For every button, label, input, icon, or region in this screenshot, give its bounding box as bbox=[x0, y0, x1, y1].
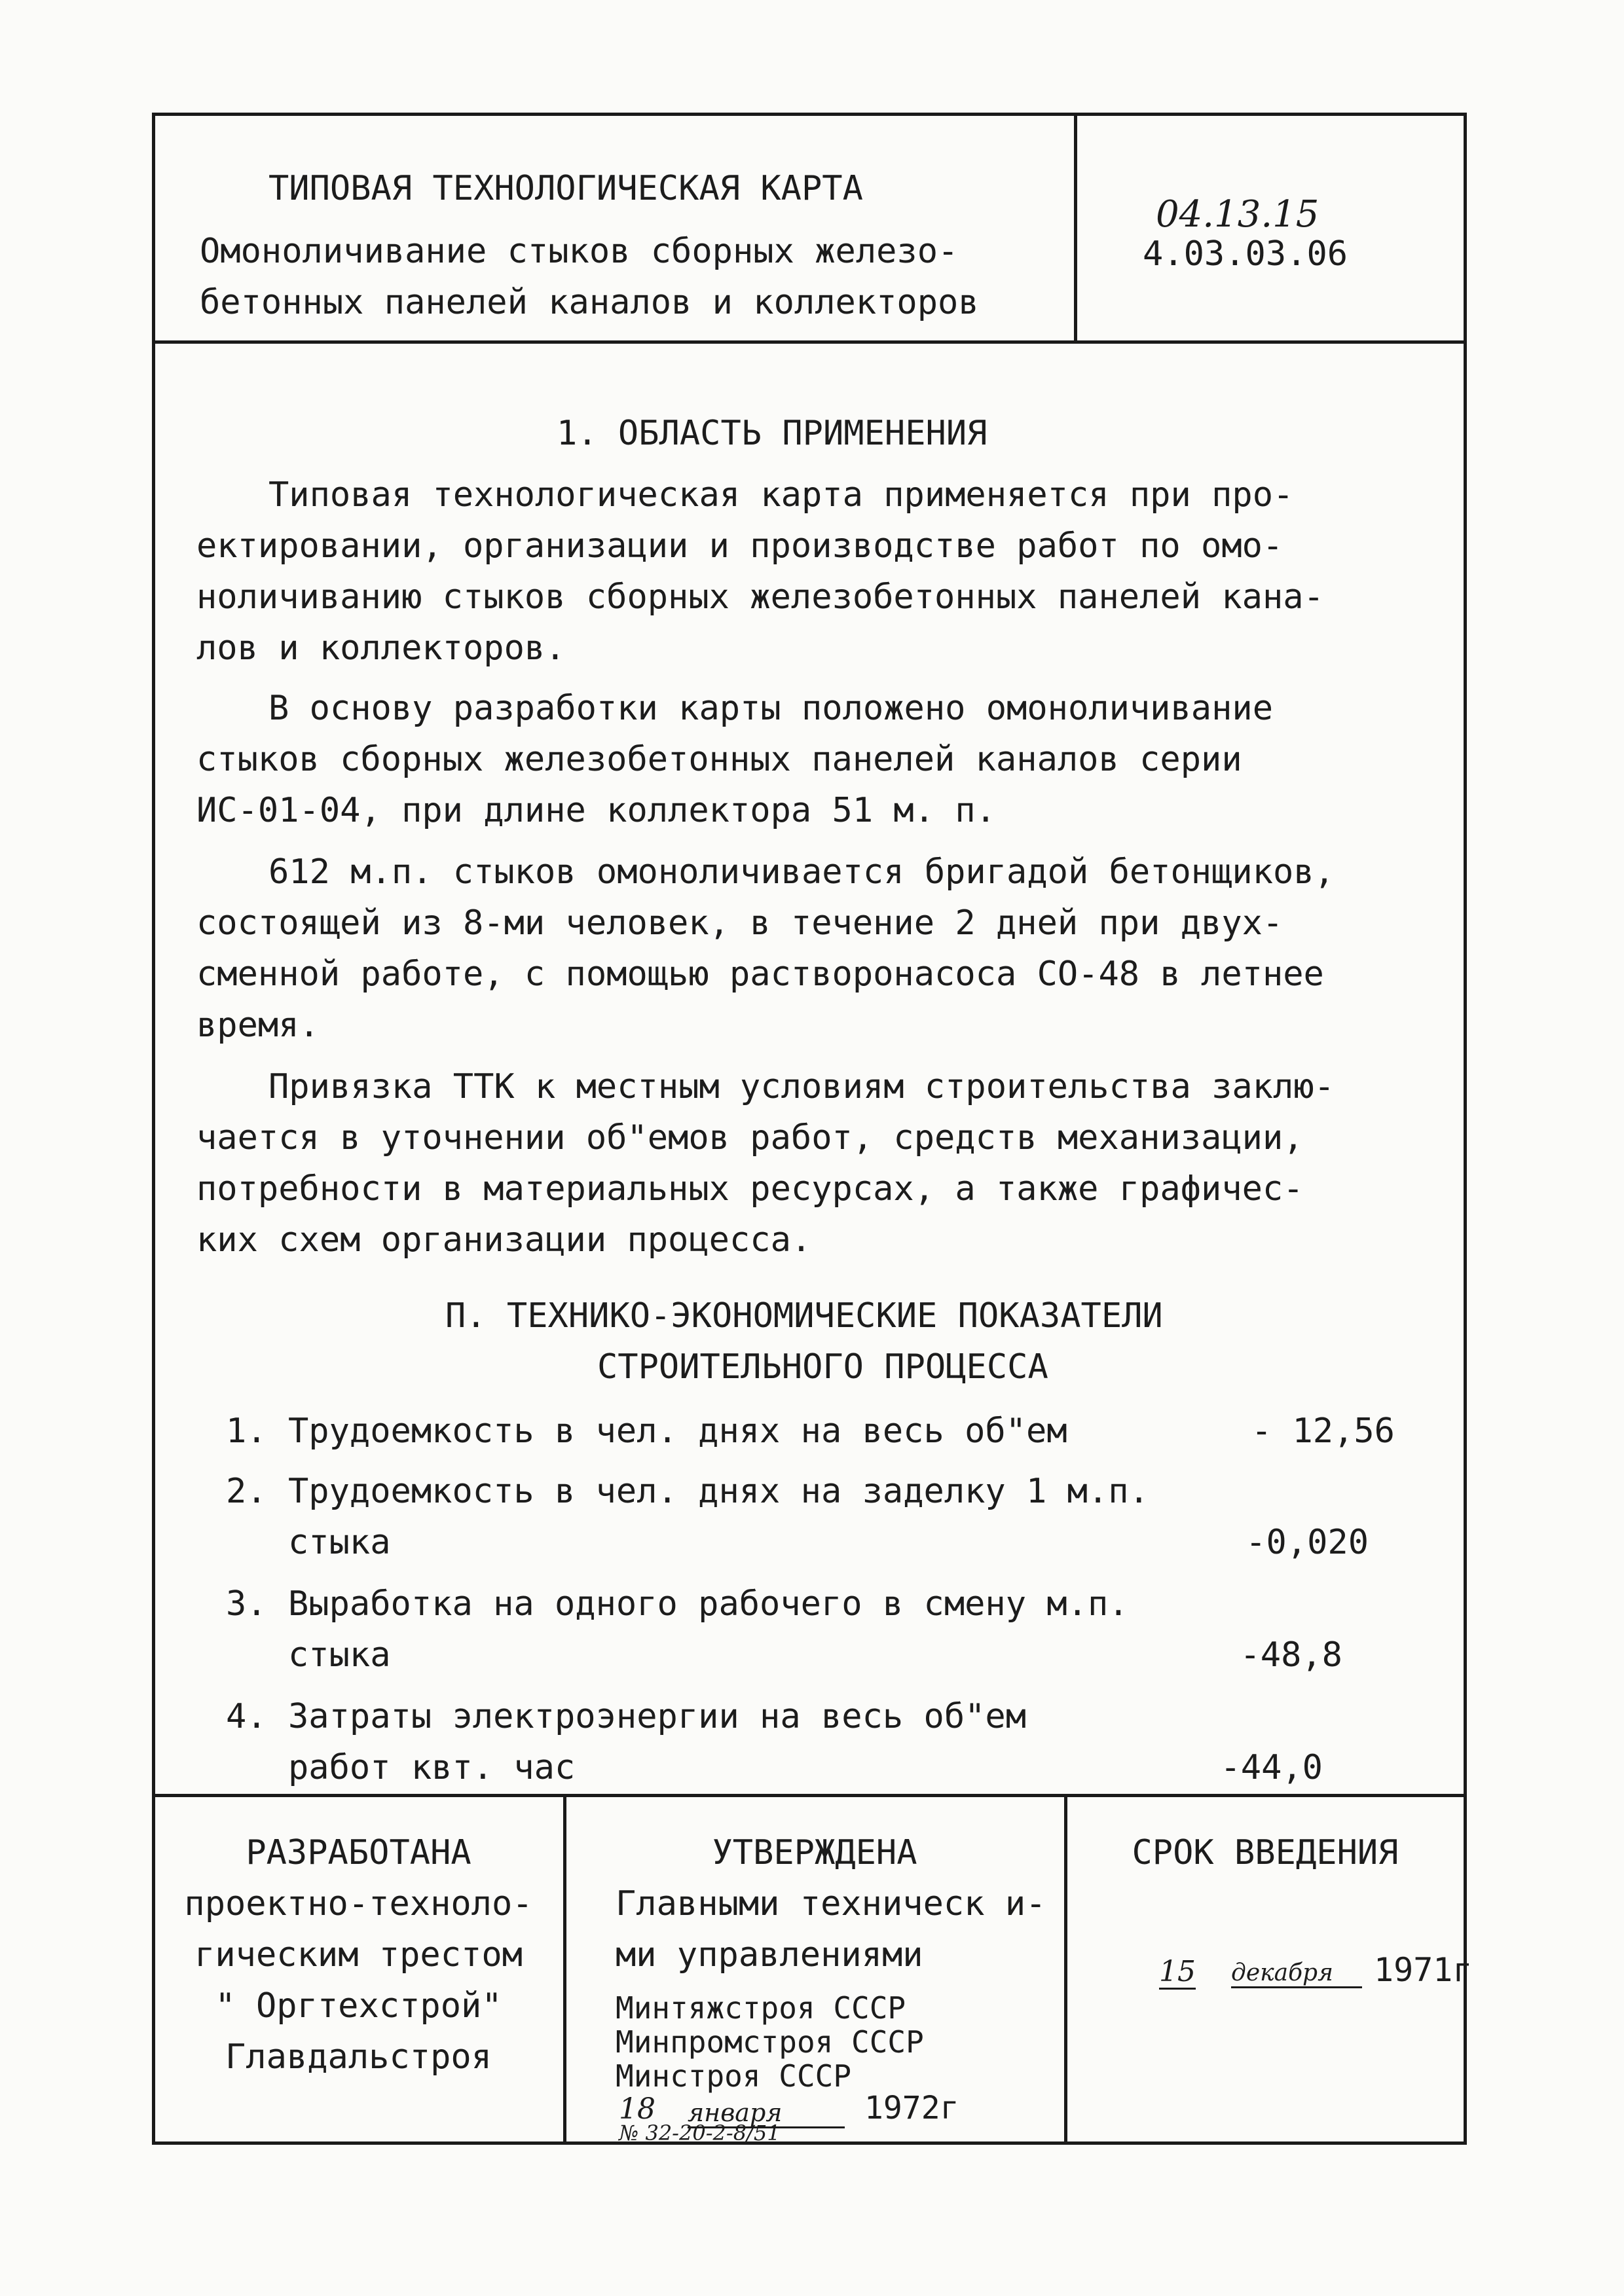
developed-line2: гическим трестом bbox=[194, 1935, 523, 1975]
section1-p3-line3: сменной работе, с помощью растворонасоса СО-48 в летнее bbox=[196, 955, 1324, 994]
doc-code-typed: 4.03.03.06 bbox=[1143, 234, 1348, 274]
header-divider bbox=[1074, 113, 1077, 343]
approved-stamp-line3: Минстроя СССР bbox=[616, 2058, 852, 2094]
approved-line1: Главными техническ и- bbox=[616, 1884, 1046, 1923]
indicator-4-text: Затраты электроэнергии на весь об"ем bbox=[288, 1697, 1027, 1736]
section1-p2-line3: ИС-01-04, при длине коллектора 51 м. п. bbox=[196, 791, 996, 830]
section1-p2-line1: В основу разработки карты положено омоноличивание bbox=[268, 689, 1274, 728]
section1-p1-line1: Типовая технологическая карта применяется при про- bbox=[268, 475, 1294, 515]
indicator-2-value: -0,020 bbox=[1246, 1523, 1369, 1562]
footer-divider-2 bbox=[1064, 1794, 1067, 2145]
indicator-1-value: - 12,56 bbox=[1251, 1412, 1395, 1451]
footer-top-rule bbox=[152, 1794, 1467, 1797]
section2-heading-line2: СТРОИТЕЛЬНОГО ПРОЦЕССА bbox=[597, 1347, 1048, 1387]
section1-p4-line1: Привязка ТТК к местным условиям строительства заклю- bbox=[268, 1067, 1335, 1106]
developed-heading: РАЗРАБОТАНА bbox=[246, 1833, 471, 1872]
section1-p2-line2: стыков сборных железобетонных панелей каналов серии bbox=[196, 740, 1242, 779]
section1-p1-line4: лов и коллекторов. bbox=[196, 629, 566, 668]
approved-date-month: января bbox=[688, 2100, 845, 2128]
indicator-2-number: 2. bbox=[226, 1472, 267, 1511]
developed-line3: " Оргтехстрой" bbox=[215, 1986, 502, 2026]
developed-line4: Главдальстроя bbox=[225, 2037, 492, 2077]
indicator-2-text: Трудоемкость в чел. днях на заделку 1 м.п. bbox=[288, 1472, 1149, 1511]
indicator-3-number: 3. bbox=[226, 1584, 267, 1624]
section1-p1-line2: ектировании, организации и производстве работ по омо- bbox=[196, 526, 1283, 566]
approved-date-year: 1972г bbox=[864, 2090, 959, 2126]
approved-date-day: 18 bbox=[619, 2092, 655, 2126]
approved-stamp-line1: Минтяжстроя СССР bbox=[616, 1990, 906, 2026]
approved-stamp-line2: Минпромстроя СССР bbox=[616, 2024, 924, 2060]
indicator-3-text: Выработка на одного рабочего в смену м.п. bbox=[288, 1584, 1129, 1624]
section1-heading: 1. ОБЛАСТЬ ПРИМЕНЕНИЯ bbox=[557, 414, 987, 453]
indicator-4-number: 4. bbox=[226, 1697, 267, 1736]
indicator-3-value: -48,8 bbox=[1240, 1635, 1342, 1675]
approved-number: № 32-20-2-8/51 bbox=[619, 2121, 781, 2145]
section1-p3-line1: 612 м.п. стыков омоноличивается бригадой бетонщиков, bbox=[268, 852, 1335, 892]
header-bottom-rule bbox=[152, 340, 1467, 344]
indicator-1-text: Трудоемкость в чел. днях на весь об"ем bbox=[288, 1412, 1067, 1451]
approved-heading: УТВЕРЖДЕНА bbox=[712, 1833, 917, 1872]
section1-p3-line2: состоящей из 8-ми человек, в течение 2 дней при двух- bbox=[196, 903, 1283, 943]
developed-line1: проектно-техноло- bbox=[184, 1884, 533, 1923]
section1-p3-line4: время. bbox=[196, 1006, 320, 1045]
effective-day: 15 bbox=[1159, 1955, 1196, 1988]
doc-subtitle-line2: бетонных панелей каналов и коллекторов bbox=[200, 283, 979, 322]
effective-heading: СРОК ВВЕДЕНИЯ bbox=[1132, 1833, 1399, 1872]
indicator-3-text-cont: стыка bbox=[288, 1635, 391, 1675]
approved-line2: ми управлениями bbox=[616, 1935, 923, 1975]
section1-p1-line3: ноличиванию стыков сборных железобетонных панелей кана- bbox=[196, 577, 1324, 617]
indicator-1-number: 1. bbox=[226, 1412, 267, 1451]
doc-subtitle-line1: Омоноличивание стыков сборных железо- bbox=[200, 232, 959, 271]
section1-p4-line3: потребности в материальных ресурсах, а также графичес- bbox=[196, 1169, 1304, 1209]
section2-heading-line1: П. ТЕХНИКО-ЭКОНОМИЧЕСКИЕ ПОКАЗАТЕЛИ bbox=[445, 1296, 1163, 1336]
doc-code-handwritten: 04.13.15 bbox=[1156, 193, 1320, 236]
indicator-4-value: -44,0 bbox=[1220, 1748, 1323, 1787]
indicator-4-text-cont: работ квт. час bbox=[288, 1748, 576, 1787]
indicator-2-text-cont: стыка bbox=[288, 1523, 391, 1562]
footer-divider-1 bbox=[563, 1794, 566, 2145]
effective-year: 1971г bbox=[1374, 1951, 1473, 1989]
effective-month: декабря bbox=[1231, 1961, 1362, 1988]
doc-title: ТИПОВАЯ ТЕХНОЛОГИЧЕСКАЯ КАРТА bbox=[268, 169, 863, 208]
section1-p4-line4: ких схем организации процесса. bbox=[196, 1220, 812, 1260]
section1-p4-line2: чается в уточнении об"емов работ, средств механизации, bbox=[196, 1118, 1304, 1157]
